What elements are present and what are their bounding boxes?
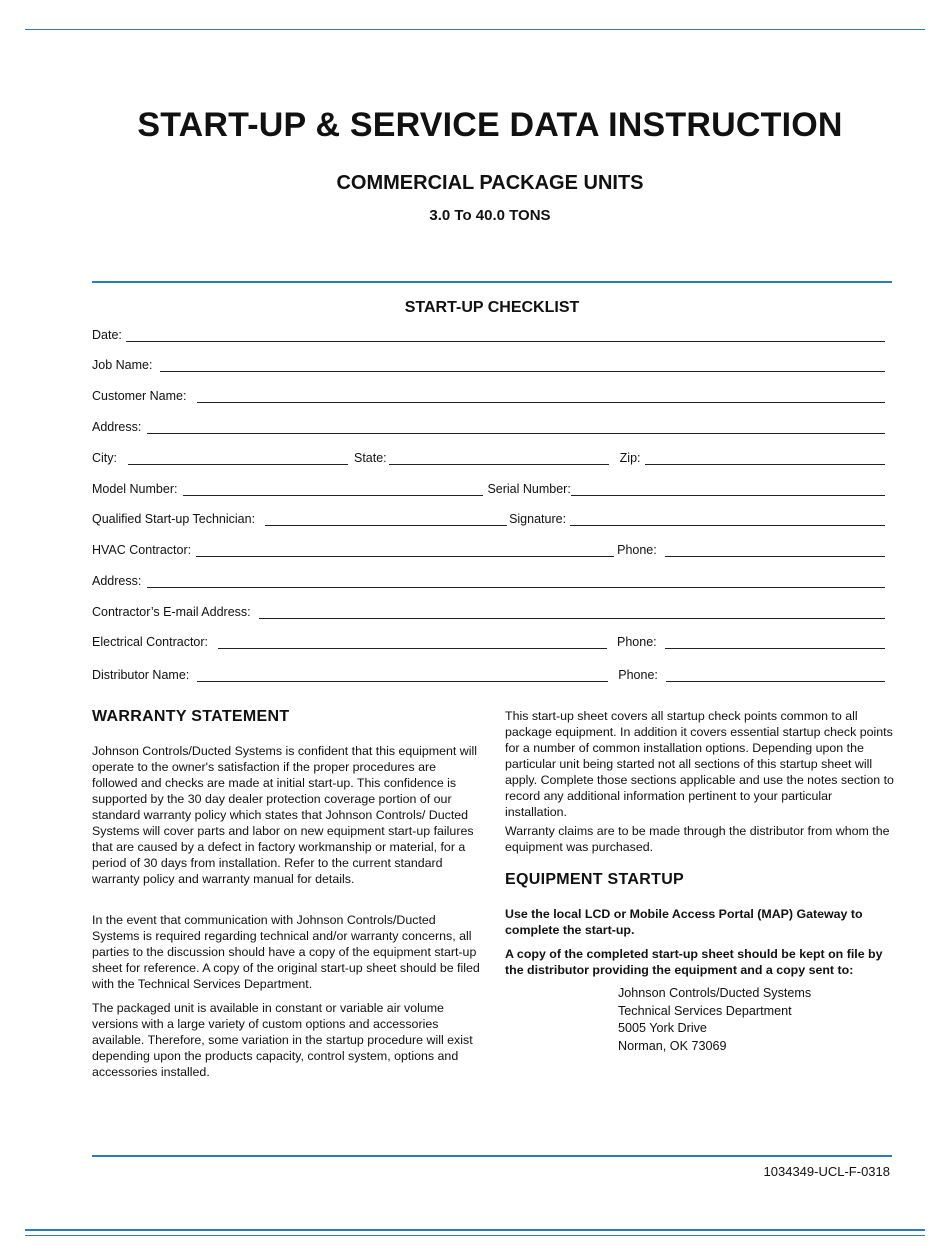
technician-row (92, 510, 885, 526)
address-row (92, 418, 885, 434)
distributor-name-field[interactable] (197, 669, 608, 682)
equipment-startup-heading: EQUIPMENT STARTUP (505, 871, 685, 888)
startup-sheet-paragraph: This start-up sheet covers all startup check points common to all package equipment. In addition it covers essential startup check points for a number of common installation options. Depending upon the particular unit being started not all sections of this startup sheet will apply. Complete those sections applicable and use the notes section to record any additional information pertinent to your particular installation. (505, 709, 894, 819)
customer-name-field[interactable] (197, 390, 885, 403)
customer-name-label: Customer Name: (92, 389, 187, 403)
bottom-rule-2 (25, 1235, 925, 1236)
warranty-claims-paragraph: Warranty claims are to be made through the distributor from whom the equipment was purchased. (505, 824, 890, 854)
address-line-3: 5005 York Drive (618, 1021, 707, 1035)
warranty-paragraph-1: Johnson Controls/Ducted Systems is confident that this equipment will operate to the owner's satisfaction if the proper procedures are followed and checks are made at initial start-up. This confidence is supported by the 30 day dealer protection coverage portion of our standard warranty policy which states that Johnson Controls/ Ducted Systems will cover parts and labor on new equipment start-up failures that are caused by a defect in factory workmanship or material, for a period of 30 days from installation. Refer to the current standard warranty policy and warranty manual for details. (92, 744, 477, 886)
technician-field[interactable] (265, 513, 507, 526)
document-number: 1034349-UCL-F-0318 (763, 1164, 890, 1179)
date-field[interactable] (126, 329, 885, 342)
hvac-phone-field[interactable] (665, 544, 885, 557)
electrical-contractor-row (92, 633, 885, 649)
warranty-paragraph-2: In the event that communication with Johnson Controls/Ducted Systems is required regarding technical and/or warranty concerns, all parties to the discussion should have a copy of the equipment start-up sheet for reference. A copy of the original start-up sheet should be filed with the Technical Services Department. (92, 913, 480, 991)
serial-number-field[interactable] (571, 483, 885, 496)
model-number-field[interactable] (183, 483, 483, 496)
address-line-4: Norman, OK 73069 (618, 1038, 727, 1053)
distributor-row (92, 666, 885, 682)
document-title: START-UP & SERVICE DATA INSTRUCTION (137, 106, 843, 144)
contractor-email-label: Contractor’s E-mail Address: (92, 605, 251, 619)
distributor-name-label: Distributor Name: (92, 668, 190, 682)
startup-instruction-bold: Use the local LCD or Mobile Access Portal (MAP) Gateway to complete the start-up. (505, 907, 863, 937)
state-field[interactable] (389, 452, 609, 465)
address-label: Address: (92, 420, 142, 434)
job-name-field[interactable] (160, 359, 885, 372)
city-field[interactable] (128, 452, 348, 465)
hvac-contractor-row (92, 541, 885, 557)
address-line-1: Johnson Controls/Ducted Systems (618, 986, 812, 1000)
hvac-contractor-field[interactable] (196, 544, 614, 557)
hvac-phone-label: Phone: (617, 543, 657, 557)
contractor-address-row (92, 572, 885, 588)
job-name-label: Job Name: (92, 358, 153, 372)
signature-label: Signature: (509, 512, 567, 526)
electrical-phone-field[interactable] (665, 636, 885, 649)
city-state-zip-row (92, 449, 885, 465)
model-serial-row (92, 480, 885, 496)
electrical-contractor-field[interactable] (218, 636, 607, 649)
distributor-phone-label: Phone: (618, 668, 658, 682)
hvac-contractor-label: HVAC Contractor: (92, 543, 192, 557)
copy-instruction-bold: A copy of the completed start-up sheet should be kept on file by the distributor providing the equipment and a copy sent to: (505, 947, 883, 977)
serial-number-label: Serial Number: (487, 482, 571, 496)
top-rule (25, 29, 925, 30)
zip-field[interactable] (645, 452, 885, 465)
contractor-email-field[interactable] (259, 606, 885, 619)
contractor-address-label: Address: (92, 574, 142, 588)
state-label: State: (354, 451, 387, 465)
technician-label: Qualified Start-up Technician: (92, 512, 256, 526)
job-name-row (92, 356, 885, 372)
warranty-heading: WARRANTY STATEMENT (92, 708, 290, 725)
date-row (92, 326, 885, 342)
date-label: Date: (92, 328, 122, 342)
electrical-phone-label: Phone: (617, 635, 657, 649)
distributor-phone-field[interactable] (666, 669, 885, 682)
footer-rule (92, 1155, 892, 1157)
model-number-label: Model Number: (92, 482, 178, 496)
zip-label: Zip: (619, 451, 641, 465)
checklist-title: START-UP CHECKLIST (404, 299, 580, 316)
warranty-paragraph-3: The packaged unit is available in constant or variable air volume versions with a large variety of custom options and accessories available. Therefore, some variation in the startup procedure will exist depending upon the products capacity, control system, options and accessories installed. (92, 1001, 473, 1079)
contractor-address-field[interactable] (147, 575, 885, 588)
customer-name-row (92, 387, 885, 403)
document-subtitle: COMMERCIAL PACKAGE UNITS (336, 172, 644, 194)
contractor-email-row (92, 603, 885, 619)
mailing-address (618, 985, 811, 1055)
address-line-2: Technical Services Department (618, 1003, 792, 1018)
address-field[interactable] (147, 421, 885, 434)
electrical-contractor-label: Electrical Contractor: (92, 635, 209, 649)
capacity-range: 3.0 To 40.0 TONS (429, 207, 551, 224)
city-label: City: (92, 451, 117, 465)
checklist-rule (92, 281, 892, 283)
bottom-rule-1 (25, 1229, 925, 1231)
signature-field[interactable] (570, 513, 885, 526)
